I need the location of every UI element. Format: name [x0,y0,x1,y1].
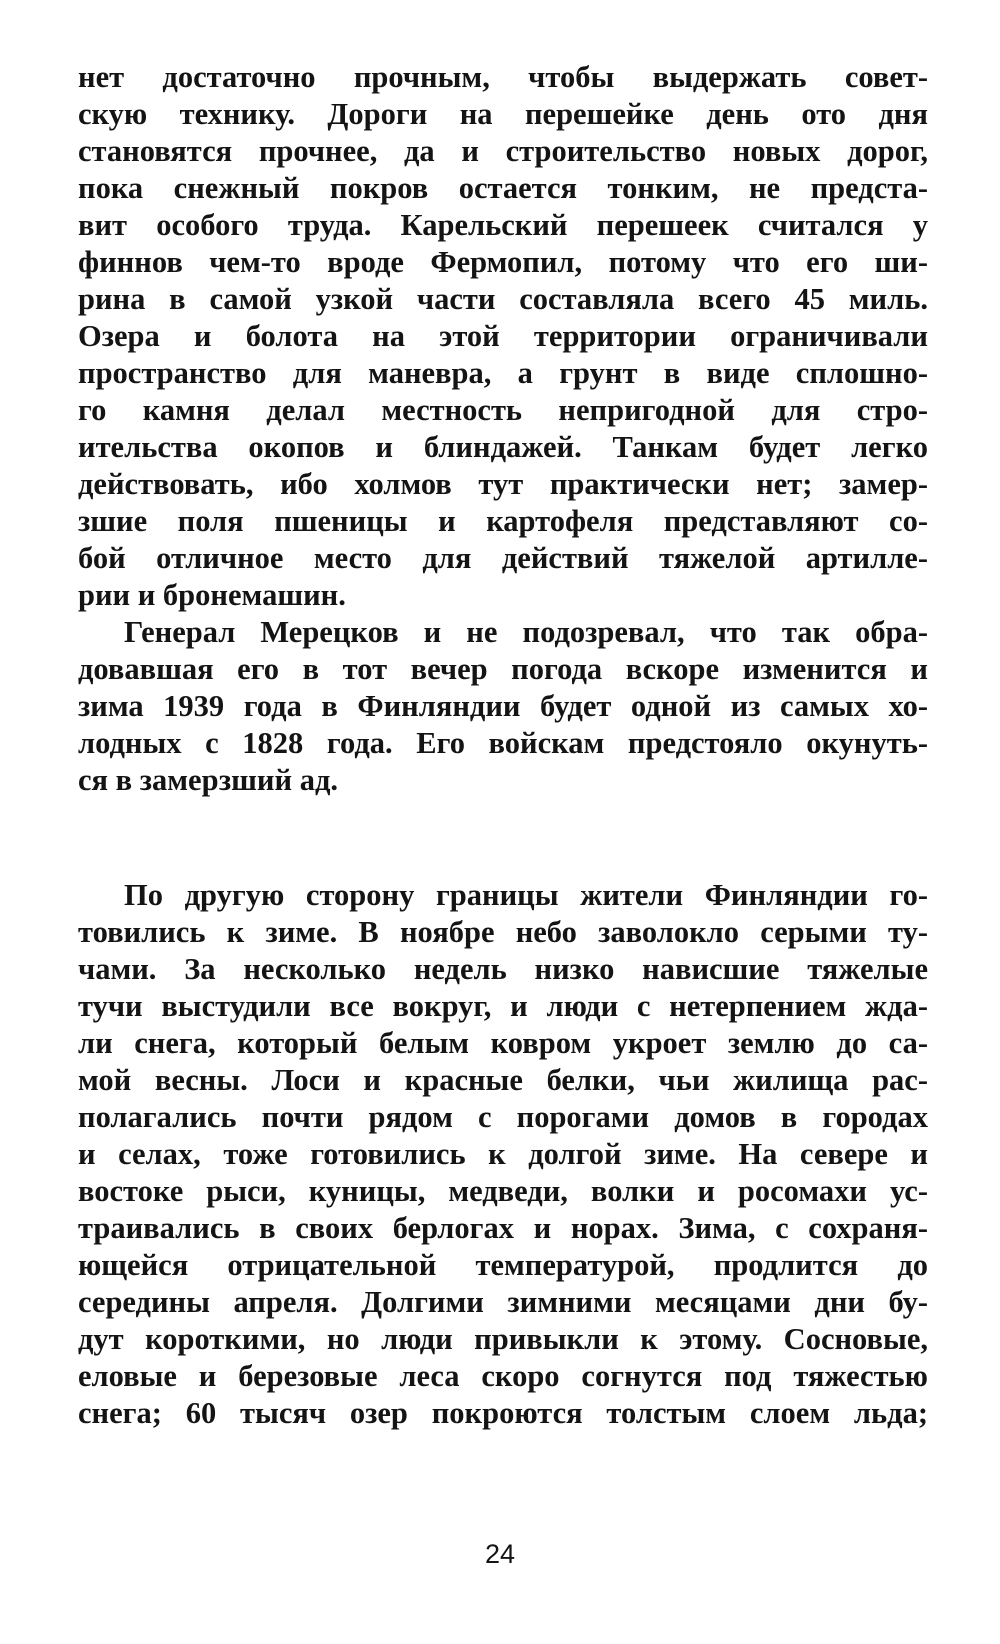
text-line: пока снежный покров остается тонким, не предста- [78,171,928,205]
text-line: действовать, ибо холмов тут практически нет; замер- [78,467,928,501]
text-line: еловые и березовые леса скоро согнутся под тяжестью [78,1359,928,1393]
text-line: ительства окопов и блиндажей. Танкам будет легко [78,430,928,464]
text-line: чами. За несколько недель низко нависшие тяжелые [78,952,928,986]
text-line: ся в замерзший ад. [78,763,338,797]
text-line: и селах, тоже готовились к долгой зиме. На севере и [78,1137,928,1171]
text-line: Генерал Мерецков и не подозревал, что так обра- [124,615,928,649]
text-line: зшие поля пшеницы и картофеля представляют со- [78,504,928,538]
text-line: довавшая его в тот вечер погода вскоре изменится и [78,652,928,686]
text-line: вит особого труда. Карельский перешеек считался у [78,208,928,242]
text-line: середины апреля. Долгими зимними месяцами дни бу- [78,1285,928,1319]
text-line: По другую сторону границы жители Финляндии го- [124,878,928,912]
text-line: пространство для маневра, а грунт в виде сплошно- [78,356,928,390]
text-line: скую технику. Дороги на перешейке день ото дня [78,97,928,131]
text-line: финнов чем-то вроде Фермопил, потому что его ши- [78,245,928,279]
text-line: тучи выстудили все вокруг, и люди с нетерпением жда- [78,989,928,1023]
text-line: мой весны. Лоси и красные белки, чьи жилища рас- [78,1063,928,1097]
text-line: товились к зиме. В ноябре небо заволокло серыми ту- [78,915,928,949]
text-line: снега; 60 тысяч озер покроются толстым слоем льда; [78,1396,928,1430]
text-line: востоке рыси, куницы, медведи, волки и росомахи ус- [78,1174,928,1208]
text-line: рии и бронемашин. [78,578,346,612]
page-number: 24 [484,1539,516,1569]
text-line: становятся прочнее, да и строительство новых дорог, [78,134,928,168]
text-line: нет достаточно прочным, чтобы выдержать совет- [78,60,928,94]
text-line: траивались в своих берлогах и норах. Зима, с сохраня- [78,1211,928,1245]
text-line: бой отличное место для действий тяжелой артилле- [78,541,928,575]
text-line: зима 1939 года в Финляндии будет одной из самых хо- [78,689,928,723]
text-line: ли снега, который белым ковром укроет землю до са- [78,1026,928,1060]
text-line: Озера и болота на этой территории ограничивали [78,319,928,353]
text-line: лодных с 1828 года. Его войскам предстояло окунуть- [78,726,928,760]
text-line: го камня делал местность непригодной для стро- [78,393,928,427]
text-line: ющейся отрицательной температурой, продлится до [78,1248,928,1282]
text-line: рина в самой узкой части составляла всего 45 миль. [78,282,928,316]
text-line: дут короткими, но люди привыкли к этому. Сосновые, [78,1322,928,1356]
text-line: полагались почти рядом с порогами домов в городах [78,1100,928,1134]
